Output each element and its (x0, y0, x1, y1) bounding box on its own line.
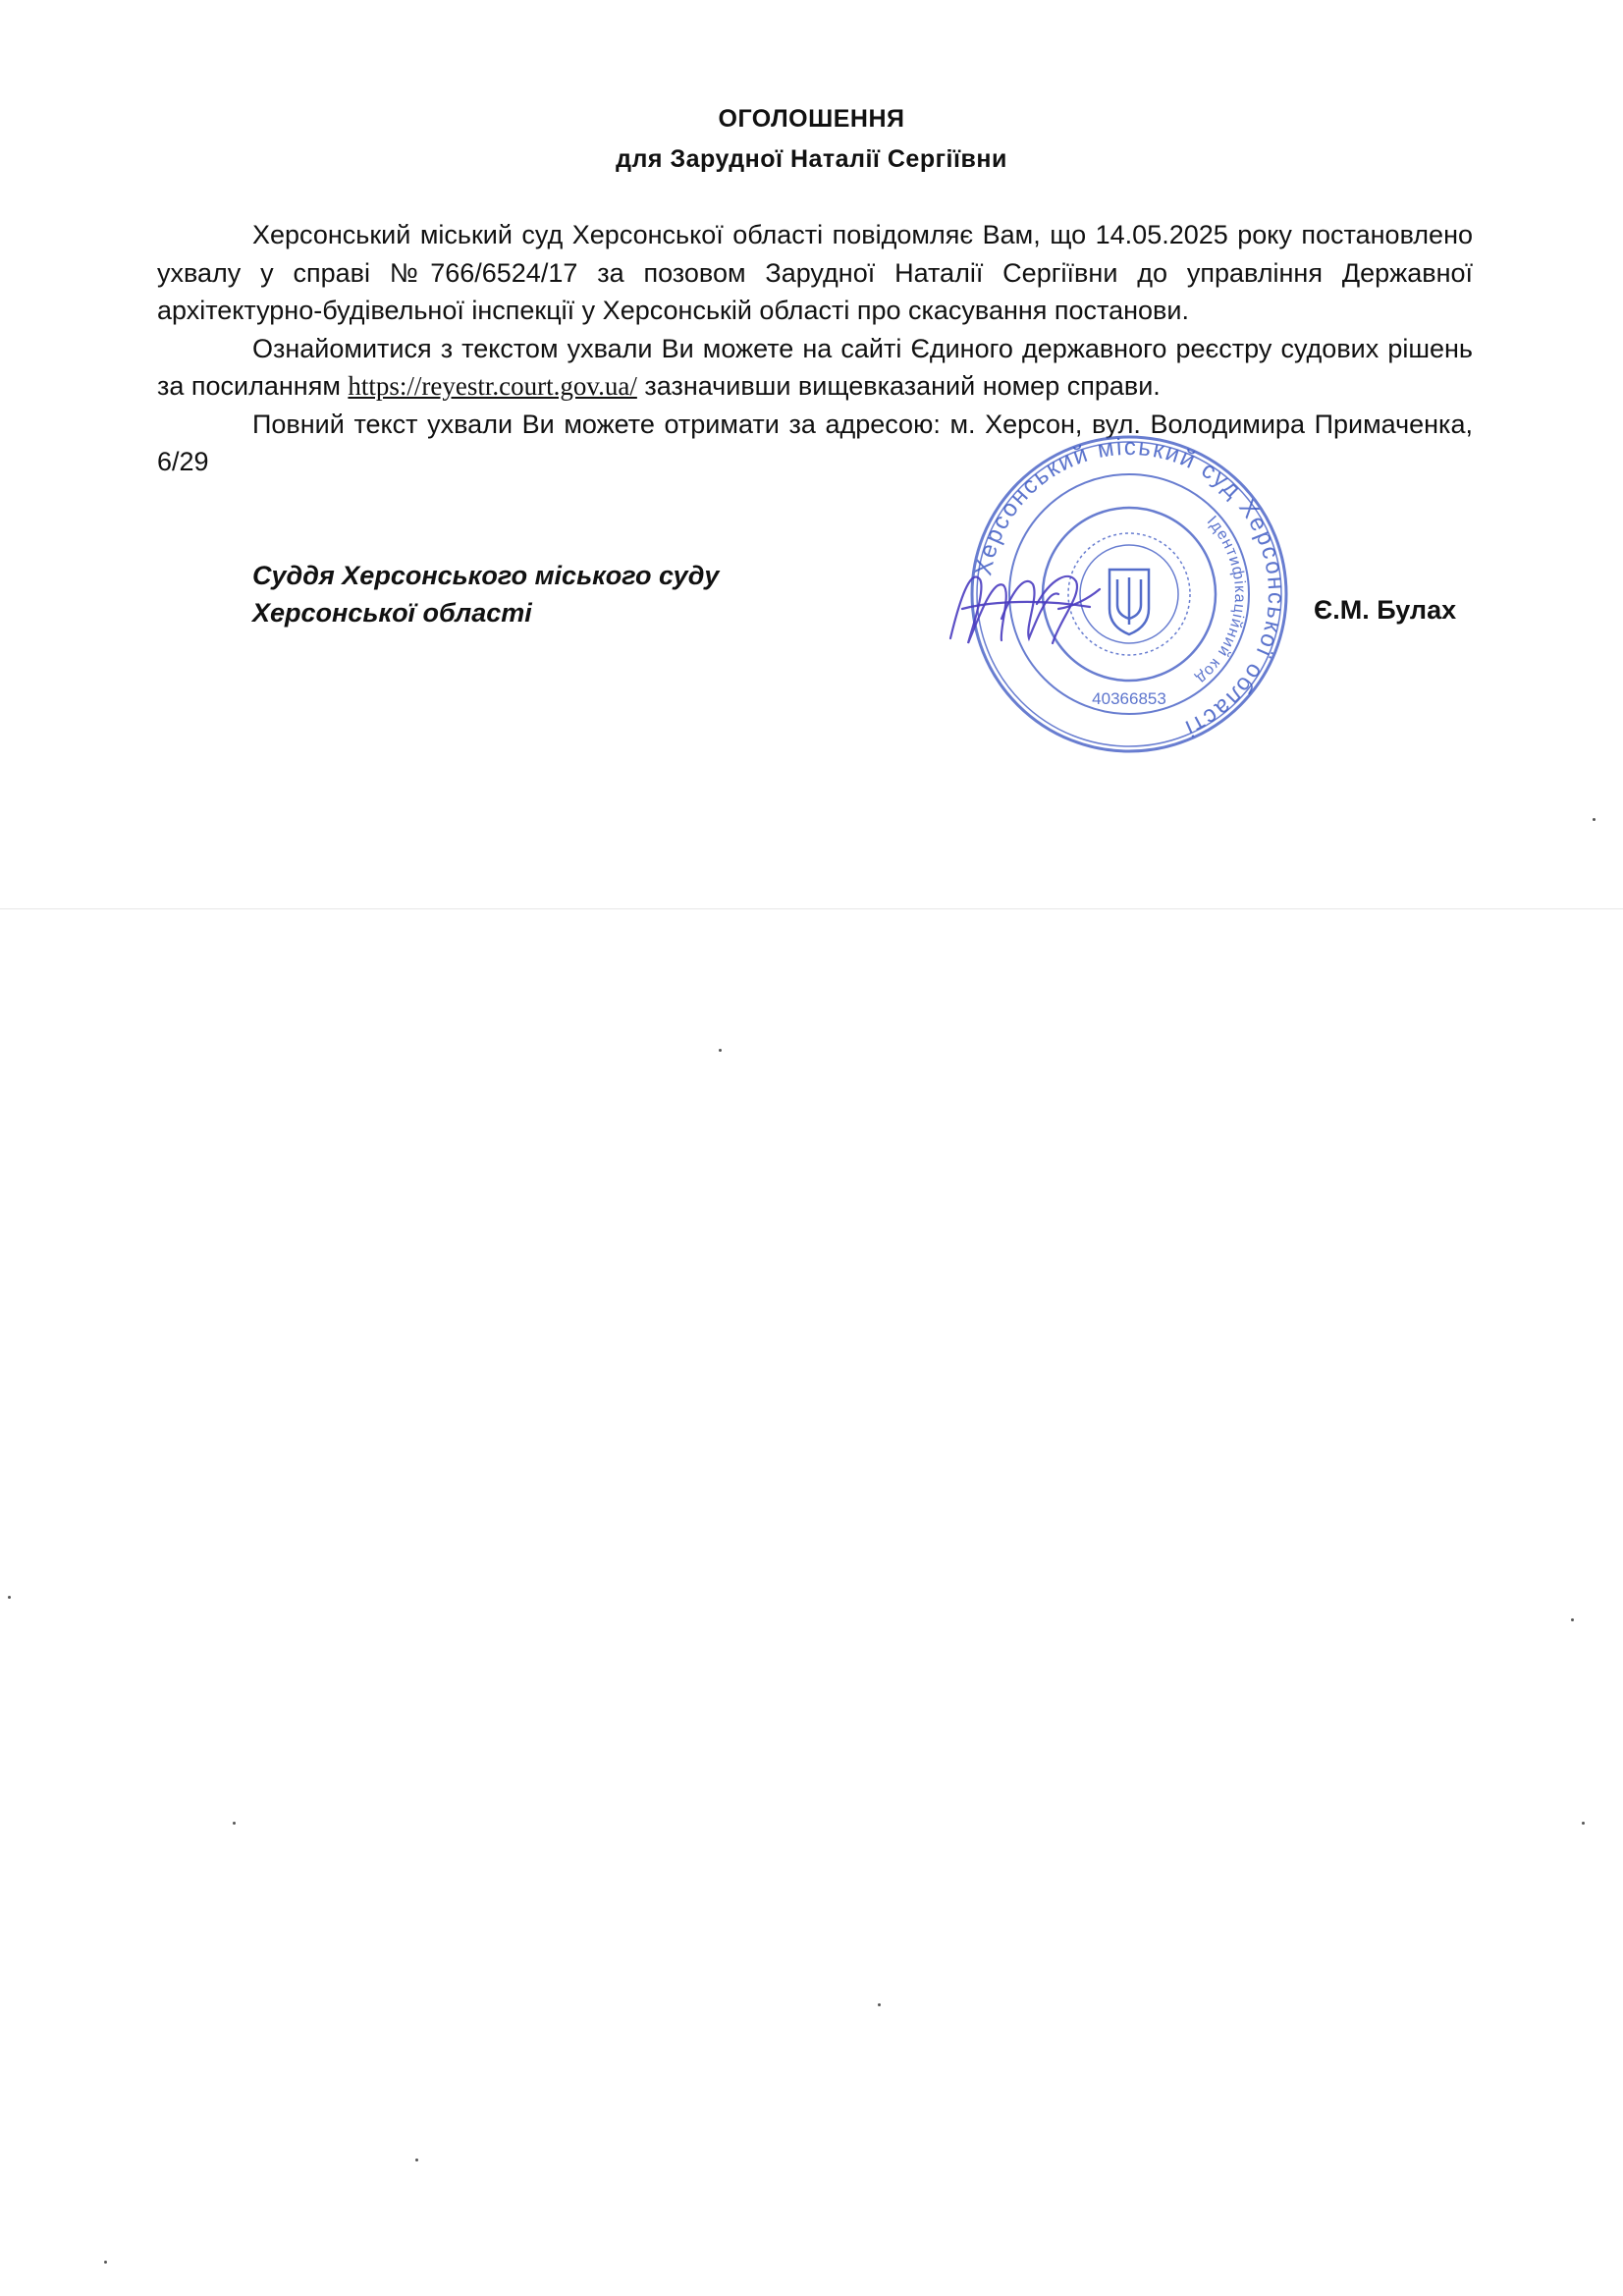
paragraph-registry-text: Ознайомитися з текстом ухвали Ви можете на сайті Єдиного державного реєстру судових рішень за посиланням (157, 333, 1473, 401)
scan-speck (878, 2003, 881, 2006)
scan-speck (1593, 818, 1596, 821)
judge-position-line2: Херсонської області (252, 598, 532, 628)
scan-speck (8, 1596, 11, 1599)
trident-icon (1109, 570, 1149, 634)
scan-speck (1582, 1822, 1585, 1825)
stamp-code: 40366853 (1092, 689, 1166, 708)
scan-fold-line (0, 908, 1623, 909)
announcement-title: ОГОЛОШЕННЯ (718, 105, 905, 133)
scan-speck (415, 2159, 418, 2161)
svg-text:Ідентифікаційний код (1192, 513, 1248, 686)
judge-name: Є.М. Булах (1314, 595, 1457, 625)
paragraph-registry (157, 330, 1473, 406)
announcement-recipient: для Зарудної Наталії Сергіївни (616, 145, 1007, 173)
registry-link[interactable]: https://reyestr.court.gov.ua/ (348, 371, 637, 401)
judge-position-line1: Суддя Херсонського міського суду (252, 561, 720, 590)
paragraph-ruling: Херсонський міський суд Херсонської області повідомляє Вам, що 14.05.2025 року постановлено ухвалу у справі №766/6524/17 за позовом Зарудної Наталії Сергіївни до управління Державної архітектурно-будівельної інспекції у Херсонській області про скасування постанови. (157, 220, 1473, 325)
judge-position (252, 557, 719, 631)
paragraph-registry-tail: зазначивши вищевказаний номер справи. (636, 371, 1161, 401)
stamp-outer-text: Херсонський міський суд Херсонської області (970, 433, 1290, 742)
scan-speck (233, 1822, 236, 1825)
stamp-inner-text: Ідентифікаційний код (1192, 513, 1249, 687)
judge-handwritten-signature (943, 550, 1109, 658)
paragraph-address: Повний текст ухвали Ви можете отримати за адресою: м. Херсон, вул. Володимира Примаченка, 6/29 (157, 409, 1473, 476)
scan-speck (104, 2261, 107, 2264)
scan-speck (719, 1049, 722, 1052)
scan-speck (1571, 1618, 1574, 1621)
